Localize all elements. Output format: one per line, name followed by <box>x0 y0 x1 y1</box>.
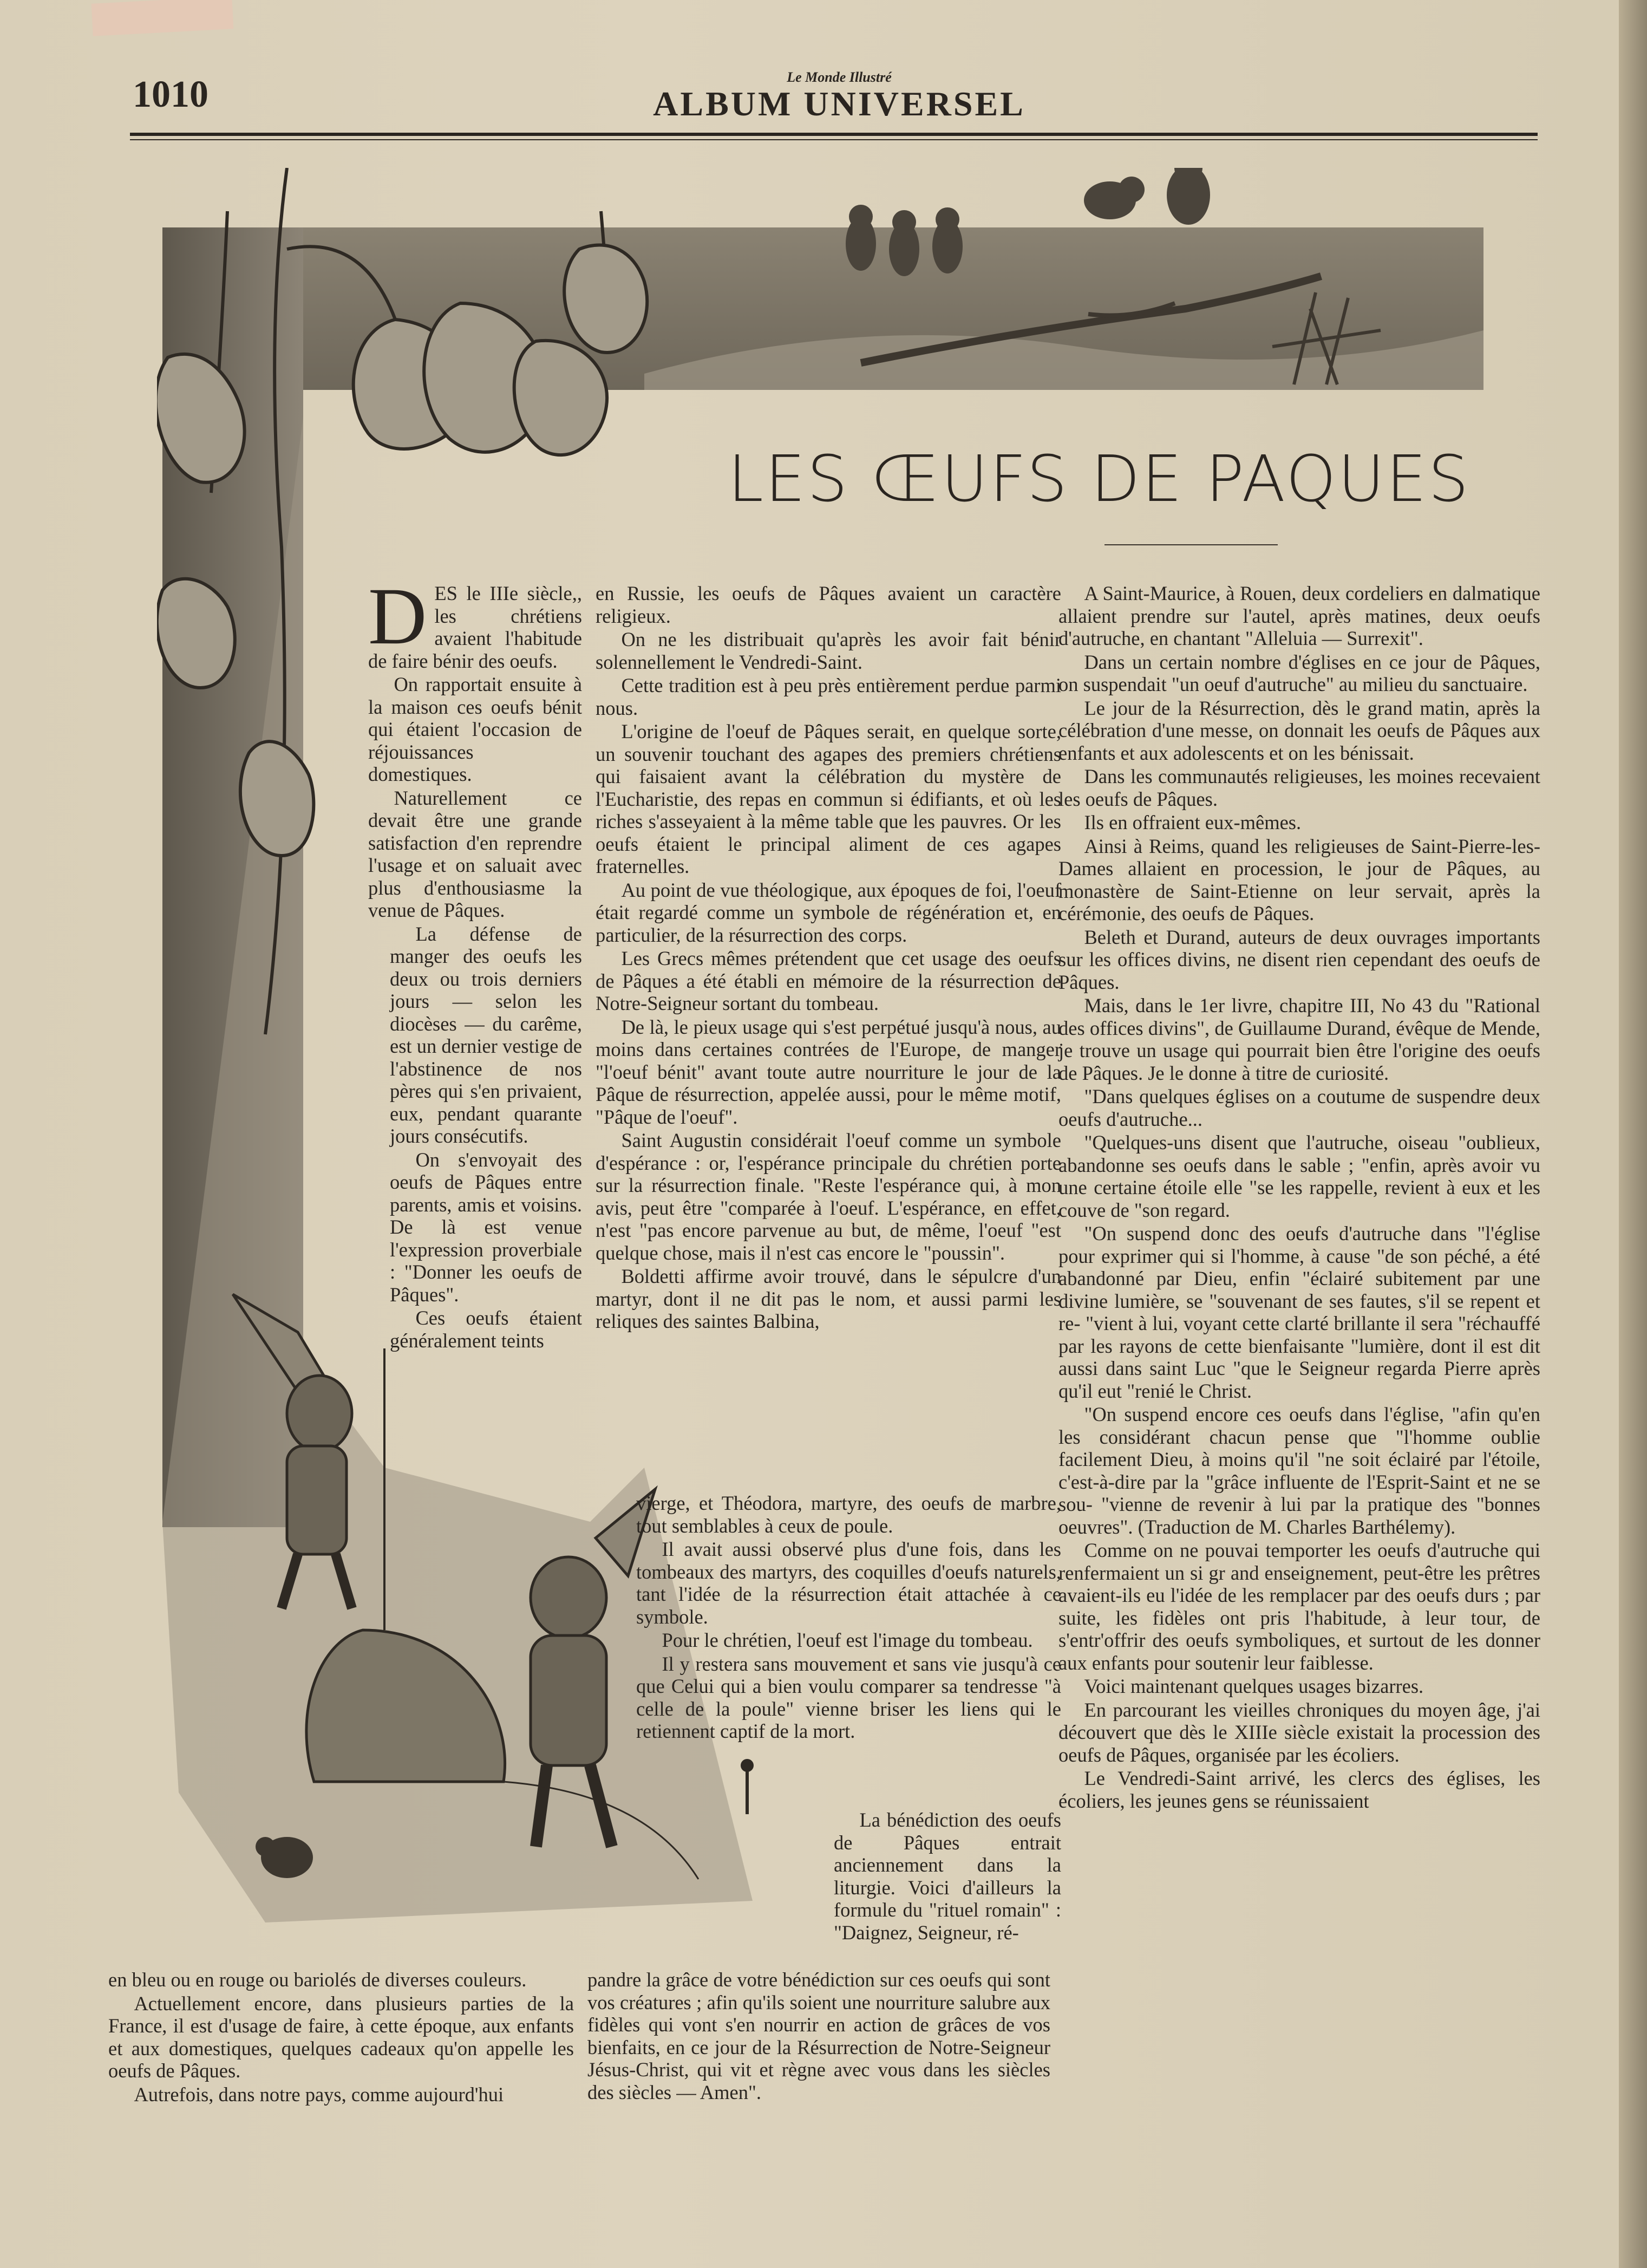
paragraph: Autrefois, dans notre pays, comme aujourd'hui <box>134 2083 504 2106</box>
paragraph: Il y restera sans mouvement et sans vie jusqu'à ce que Celui qui a bien voulu comparer sa tendresse "à celle de la poule" vienne briser les liens qui le retiennent captif de la mort. <box>636 1652 1061 1742</box>
column-1-bottom <box>108 1969 574 2107</box>
title-rule <box>1104 544 1278 545</box>
paragraph: Actuellement encore, dans plusieurs parties de la France, il est d'usage de faire, à cette époque, aux enfants et aux domestiques, quelques cadeaux qu'on appelle les oeufs de Pâques. <box>108 1992 574 2082</box>
paragraph: Voici maintenant quelques usages bizarres. <box>1084 1675 1424 1697</box>
column-2-bottom <box>587 1969 1050 2104</box>
paragraph: On s'envoyait des oeufs de Pâques entre parents, amis et voisins. De là est venue l'expression proverbiale : "Donner les oeufs de Pâques". <box>390 1148 582 1306</box>
paragraph: Ils en offraient eux-mêmes. <box>1084 811 1302 833</box>
article-title: LES ŒUFS DE PAQUES <box>728 441 1470 516</box>
masthead-subtitle: Le Monde Illustré <box>787 69 892 85</box>
paragraph: ES le IIIe siècle,, les chrétiens avaient l'habitude de faire bénir des oeufs. <box>368 582 582 672</box>
paragraph: Au point de vue théologique, aux époques de foi, l'oeuf était regardé comme un symbole de régénération et, en particulier, de la résurrection des corps. <box>596 878 1061 946</box>
header-rule <box>130 133 1538 136</box>
paragraph: Cette tradition est à peu près entièrement perdue parmi nous. <box>596 674 1061 719</box>
paragraph: "Quelques-uns disent que l'autruche, oiseau "oublieux, abandonne ses oeufs dans le sable ; "enfin, après avoir vu une certaine étoile elle "se les rappelle, revient à eux et les couve de "son regard. <box>1058 1131 1540 1221</box>
paragraph: Ces oeufs étaient généralement teints <box>390 1307 582 1352</box>
paragraph: "Dans quelques églises on a coutume de suspendre deux oeufs d'autruche... <box>1058 1085 1540 1130</box>
column-3 <box>1058 582 1540 1813</box>
paragraph: En parcourant les vieilles chroniques du moyen âge, j'ai découvert que dès le XIIIe siècle existait la procession des oeufs de Pâques, organisée par les écoliers. <box>1058 1698 1540 1766</box>
paragraph: Ainsi à Reims, quand les religieuses de Saint-Pierre-les-Dames allaient en procession, le jour de Pâques, au monastère de Saint-Etienne on leur servait, après la cérémonie, des oeufs de Pâques. <box>1058 835 1540 924</box>
paragraph: L'origine de l'oeuf de Pâques serait, en quelque sorte, un souvenir touchant des agapes des premiers chrétiens qui faisaient avant la célébration du mystère de l'Eucharistie, des repas en commun si édifiants, et où les riches s'asseyaient à la même table que les pauvres. Or les oeufs étaient le principal aliment de ces agapes fraternelles. <box>596 720 1061 877</box>
header-rule-thin <box>130 139 1538 140</box>
paragraph: Boldetti affirme avoir trouvé, dans le sépulcre d'un martyr, dont il ne dit pas le nom, et aussi parmi les reliques des saintes Balbina, <box>596 1265 1061 1332</box>
paragraph: Il avait aussi observé plus d'une fois, dans les tombeaux des martyrs, des coquilles d'oeufs naturels, tant l'idée de la résurrection était attachée à ce symbole. <box>636 1538 1061 1628</box>
column-2-narrow <box>834 1809 1061 1945</box>
paragraph: en Russie, les oeufs de Pâques avaient un caractère religieux. <box>596 582 1061 627</box>
paragraph: vierge, et Théodora, martyre, des oeufs de marbre, tout semblables à ceux de poule. <box>636 1492 1061 1537</box>
paragraph: Le jour de la Résurrection, dès le grand matin, après la célébration d'une messe, on donnait les oeufs de Pâques aux enfants et aux adolescents et on les bénissait. <box>1058 696 1540 764</box>
paragraph: Saint Augustin considérait l'oeuf comme un symbole d'espérance : or, l'espérance principale du chrétien porte sur la résurrection finale. "Reste l'espérance qui, à mon avis, peut être "comparée à l'oeuf. L'espérance, en effet, n'est "pas encore parvenue au but, de même, l'oeuf "est quelque chose, mais il n'est cas encore le "poussin". <box>596 1129 1061 1264</box>
paragraph: Dans un certain nombre d'églises en ce jour de Pâques, on suspendait "un oeuf d'autruche" au milieu du sanctuaire. <box>1058 650 1540 695</box>
paragraph: La bénédiction des oeufs de Pâques entrait anciennement dans la liturgie. Voici d'ailleurs la formule du "rituel romain" : "Daignez, Seigneur, ré- <box>834 1809 1061 1944</box>
paragraph: On rapportait ensuite à la maison ces oeufs bénit qui étaient l'occasion de réjouissances domestiques. <box>368 673 582 785</box>
paragraph: "On suspend donc des oeufs d'autruche dans "l'église pour exprimer qui si l'homme, à cause "de son péché, a été abandonné par Dieu, enfin "éclairé subitement par une divine lumière, se "souvenant de ses fautes, s'il se repent et re- "vient à lui, voyant cette clarté brillante il sera "réchauffé par les rayons de cette bienfaisante "lumière, dont il est dit aussi dans saint Luc "que le Seigneur regarda Pierre après qu'il eut "renié le Christ. <box>1058 1222 1540 1402</box>
paragraph: A Saint-Maurice, à Rouen, deux cordeliers en dalmatique allaient prendre sur l'autel, après matines, deux oeufs d'autruche, en chantant "Alleluia — Surrexit". <box>1058 582 1540 649</box>
paragraph: Naturellement ce devait être une grande satisfaction d'en reprendre l'usage et on saluait avec plus d'enthousiasme la venue de Pâques. <box>368 786 582 921</box>
paragraph: Mais, dans le 1er livre, chapitre III, No 43 du "Rational des offices divins", de Guillaume Durand, évêque de Mende, je trouve un usage qui pourrait bien être l'origine des oeufs de Pâques. Je le donne à titre de curiosité. <box>1058 994 1540 1084</box>
paragraph: Comme on ne pouvai temporter les oeufs d'autruche qui renfermaient un si gr and enseignement, peut-être les prêtres avaient-ils eu l'idée de les remplacer par des oeufs durs ; par suite, les fidèles ont pris l'habitude, à leur tour, de s'entr'offrir des oeufs symboliques, et surtout de les donner aux enfants pour soutenir leur faiblesse. <box>1058 1539 1540 1674</box>
paragraph: pandre la grâce de votre bénédiction sur ces oeufs qui sont vos créatures ; afin qu'ils soient une nourriture salubre aux fidèles qui vont s'en nourrir en action de grâces de vos bienfaits, en ce jour de la Résurrection de Notre-Seigneur Jésus-Christ, qui vit et règne avec vous dans les siècles des siècles — Amen". <box>587 1969 1050 2103</box>
paragraph: Dans les communautés religieuses, les moines recevaient les oeufs de Pâques. <box>1058 765 1540 810</box>
paragraph: Le Vendredi-Saint arrivé, les clercs des églises, les écoliers, les jeunes gens se réunissaient <box>1058 1767 1540 1812</box>
paragraph: Les Grecs mêmes prétendent que cet usage des oeufs de Pâques a été établi en mémoire de la résurrection de Notre-Seigneur sortant du tombeau. <box>596 947 1061 1014</box>
masthead-title: ALBUM UNIVERSEL <box>653 84 1025 123</box>
paragraph: On ne les distribuait qu'après les avoir fait bénir solennellement le Vendredi-Saint. <box>596 628 1061 673</box>
paragraph: en bleu ou en rouge ou bariolés de diverses couleurs. <box>108 1969 527 1991</box>
paragraph: Beleth et Durand, auteurs de deux ouvrages importants sur les offices divins, ne disent rien cependant des oeufs de Pâques. <box>1058 926 1540 993</box>
paragraph: La défense de manger des oeufs les deux ou trois derniers jours — selon les diocèses — du carême, est un dernier vestige de l'abstinence de nos pères qui s'en privaient, eux, pendant quarante jours consécutifs. <box>390 922 582 1147</box>
column-2-indented <box>636 1492 1061 1744</box>
page-edge <box>1619 0 1647 2268</box>
paragraph: Pour le chrétien, l'oeuf est l'image du tombeau. <box>662 1629 1033 1651</box>
drop-cap: D <box>368 571 427 661</box>
paragraph: De là, le pieux usage qui s'est perpétué jusqu'à nous, au moins dans certaines contrées de l'Europe, de manger "l'oeuf bénit" avant toute autre nourriture le jour de la Pâque de résurrection, appelée aussi, pour le même motif, "Pâque de l'oeuf". <box>596 1015 1061 1128</box>
column-1 <box>368 571 582 1353</box>
paragraph: "On suspend encore ces oeufs dans l'église, "afin qu'en les considérant chacun pense que "l'homme oublie facilement Dieu, à moins qu'il "ne soit éclairé par l'étoile, c'est-à-dire par la "grâce influente de l'Esprit-Saint et ne se sou- "vienne de revenir à lui par la pratique des "bonnes oeuvres". (Traduction de M. Charles Barthélemy). <box>1058 1403 1540 1538</box>
column-2 <box>596 582 1061 1334</box>
page-number: 1010 <box>133 74 208 115</box>
